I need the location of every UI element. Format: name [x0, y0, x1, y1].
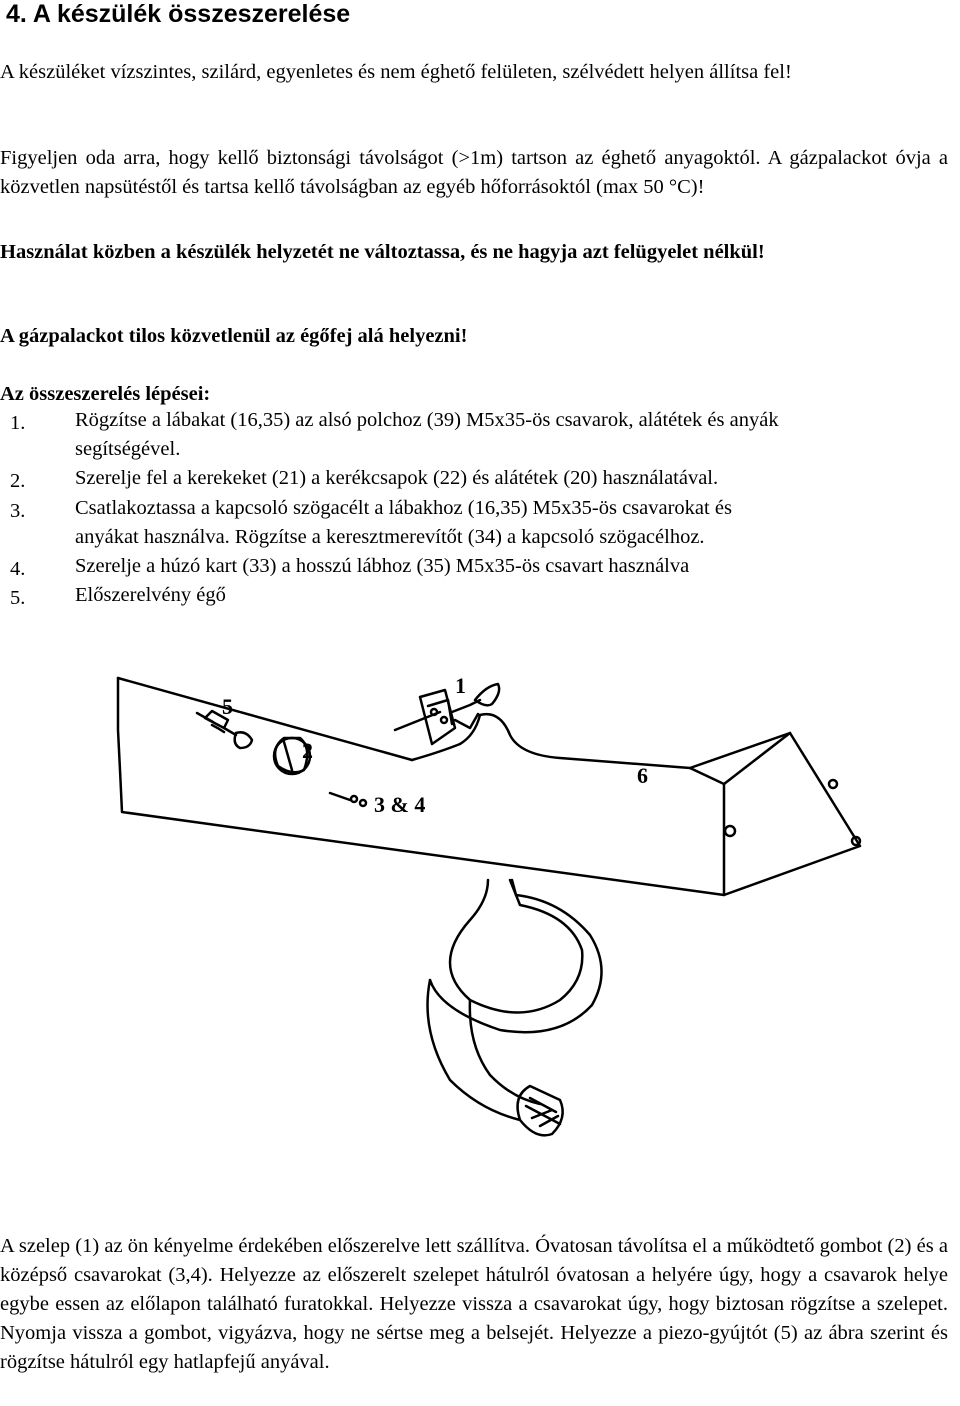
burner-housing-top-edge — [118, 678, 412, 760]
step-text: Rögzítse a lábakat (16,35) az alsó polchoz (39) M5x35-ös csavarok, alátétek és anyák — [75, 409, 779, 431]
figure-label-2: 2 — [302, 738, 313, 763]
side-end-cap-inner — [724, 733, 790, 784]
figure-label-3-4: 3 & 4 — [374, 792, 426, 817]
burner-housing-back-edge — [480, 714, 690, 768]
step-text: Szerelje fel a kerekeket (21) a kerékcsapok (22) és alátétek (20) használatával. — [75, 467, 719, 489]
side-end-cap — [690, 733, 860, 895]
figure-label-5: 5 — [222, 694, 233, 719]
section-heading: 4. A készülék összeszerelése — [6, 0, 351, 28]
screw-icon — [330, 793, 366, 806]
step-text: anyákat használva. Rögzítse a keresztmerevítőt (34) a kapcsoló szögacélhoz. — [75, 526, 705, 548]
regulator-icon — [518, 1086, 563, 1135]
warning-gas-bottle: A gázpalackot tilos közvetlenül az égőfej alá helyezni! — [0, 325, 468, 347]
step-text: segítségével. — [75, 438, 181, 460]
gas-hose — [428, 880, 602, 1120]
assembly-diagram — [0, 640, 960, 1220]
figure-label-6: 6 — [637, 763, 648, 788]
step-number: 2. — [10, 470, 26, 492]
step-number: 5. — [10, 587, 26, 609]
burner-housing-outline — [118, 678, 724, 786]
step-number: 1. — [10, 412, 26, 434]
side-hole-icon — [725, 826, 735, 836]
burner-housing-front — [118, 678, 724, 895]
closing-paragraph: A szelep (1) az ön kényelme érdekében előszerelve lett szállítva. Óvatosan távolítsa el a működtető gombot (2) és a középső csavarokat (3,4). Helyezze az előszerelt szelepet hátulról óvatosan a helyére úgy, hogy a csavarok helye egybe essen az előlapon található furatokkal. Helyezze vissza a csavarokat úgy, hogy biztosan rögzítse a szelepet. Nyomja vissza a gombot, vigyázva, hogy ne sértse meg a belsejét. Helyezze a piezo-gyújtót (5) az ábra szerint és rögzítse hátulról egy hatlapfejű anyával. — [0, 1235, 948, 1373]
step-text: Csatlakoztassa a kapcsoló szögacélt a lábakhoz (16,35) M5x35-ös csavarokat és — [75, 497, 732, 519]
paragraph-placement: A készüléket vízszintes, szilárd, egyenletes és nem éghető felületen, szélvédett helyen állítsa fel! — [0, 61, 792, 83]
warning-supervision: Használat közben a készülék helyzetét ne változtassa, és ne hagyja azt felügyelet nélkül! — [0, 241, 765, 263]
paragraph-safety-distance: Figyeljen oda arra, hogy kellő biztonsági távolságot (>1m) tartson az éghető anyagoktól. A gázpalackot óvja a közvetlen napsütéstől és tartsa kellő távolságban az egyéb hőforrásoktól (max 50 °C)! — [0, 147, 948, 198]
step-number: 3. — [10, 500, 26, 522]
burner-housing-right-corner — [690, 768, 724, 784]
step-text: Előszerelvény égő — [75, 584, 226, 606]
step-number: 4. — [10, 558, 26, 580]
steps-title: Az összeszerelés lépései: — [0, 383, 211, 405]
figure-label-1: 1 — [455, 673, 466, 698]
side-hole-icon — [829, 780, 837, 788]
step-text: Szerelje a húzó kart (33) a hosszú lábhoz (35) M5x35-ös csavart használva — [75, 555, 690, 577]
